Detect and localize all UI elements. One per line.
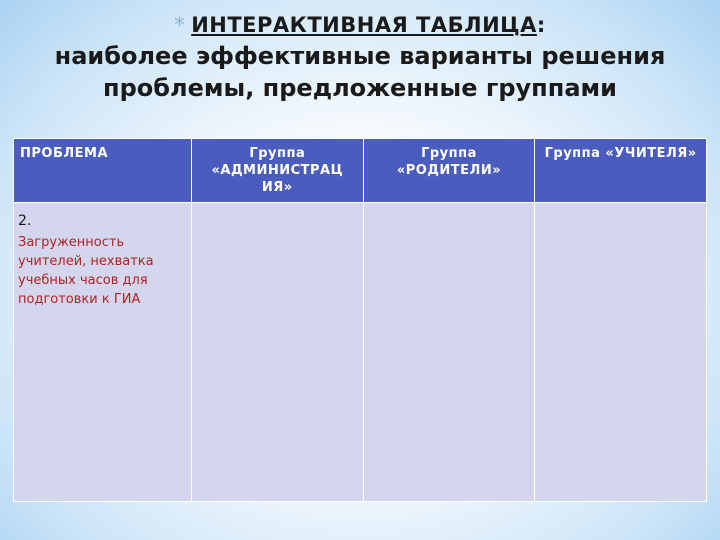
title-subtext: наиболее эффективные варианты решения проблемы, предложенные группами bbox=[54, 42, 666, 102]
interactive-table bbox=[13, 138, 707, 502]
problem-text: Загруженность учителей, нехватка учебных часов для подготовки к ГИА bbox=[18, 235, 154, 307]
table-header-row bbox=[14, 139, 707, 203]
header-group-teachers: Группа «УЧИТЕЛЯ» bbox=[535, 139, 707, 203]
bullet-asterisk: * bbox=[174, 13, 186, 37]
title-line bbox=[0, 10, 720, 40]
title-main: ИНТЕРАКТИВНАЯ ТАБЛИЦА bbox=[191, 13, 537, 37]
row-number: 2. bbox=[18, 213, 32, 229]
title-colon: : bbox=[536, 13, 546, 37]
cell-parents[interactable] bbox=[363, 203, 535, 502]
cell-teachers[interactable] bbox=[535, 203, 707, 502]
cell-admin[interactable] bbox=[192, 203, 364, 502]
header-group-parents: Группа «РОДИТЕЛИ» bbox=[363, 139, 535, 203]
header-problem: ПРОБЛЕМА bbox=[14, 139, 192, 203]
table-row bbox=[14, 203, 707, 502]
slide-title bbox=[0, 10, 720, 104]
cell-problem bbox=[14, 203, 192, 502]
header-group-admin: Группа «АДМИНИСТРАЦ ИЯ» bbox=[192, 139, 364, 203]
solutions-table bbox=[13, 138, 707, 502]
